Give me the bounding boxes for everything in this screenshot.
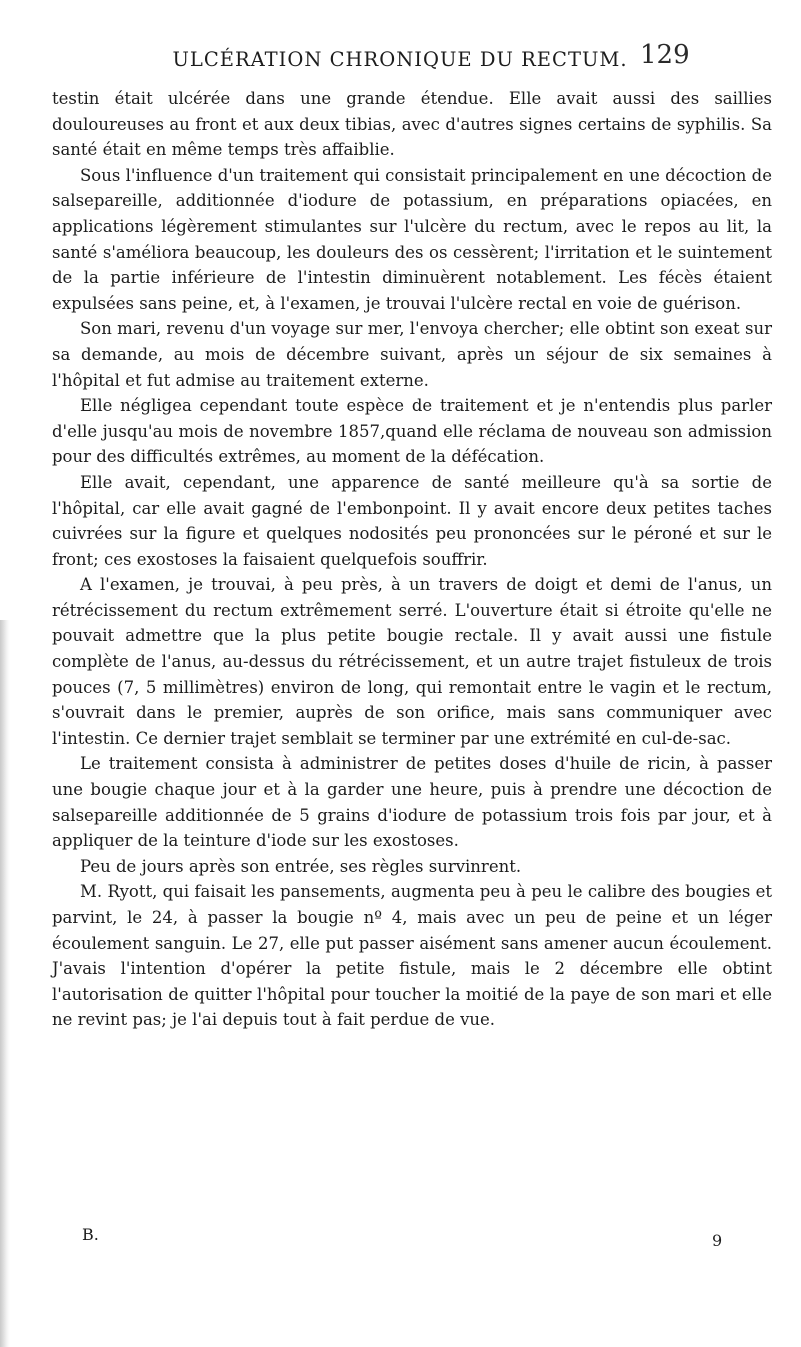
paragraph-5: Elle avait, cependant, une apparence de santé meilleure qu'à sa sortie de l'hôpital, car elle avait gagné de l'embonpoint. Il y avait encore deux petites taches cuivrées sur la figure et quelques nodosités peu prononcées sur le péroné et sur le front; ces exostoses la faisaient quelquefois souffrir. [52,472,772,569]
page-footer [0,1225,801,1251]
paragraph-7: Le traitement consista à administrer de petites doses d'huile de ricin, à passer une bougie chaque jour et à la garder une heure, puis à prendre une décoction de salsepareille additionnée de 5 grains d'iodure de potassium trois fois par jour, et à appliquer de la teinture d'iode sur les exostoses. [52,754,772,851]
signature-mark: B. [82,1225,99,1244]
running-head: ULCÉRATION CHRONIQUE DU RECTUM. [172,48,628,71]
body-text [52,86,772,1033]
paragraph-9: M. Ryott, qui faisait les pansements, augmenta peu à peu le calibre des bougies et parvint, le 24, à passer la bougie nº 4, mais avec un peu de peine et un léger écoulement sanguin. Le 27, elle put passer aisément sans amener aucun écoulement. J'avais l'intention d'opérer la petite fistule, mais le 2 décembre elle obtint l'autorisation de quitter l'hôpital pour toucher la moitié de la paye de son mari et elle ne revint pas; je l'ai depuis tout à fait perdue de vue. [52,882,772,1030]
paragraph-6: A l'examen, je trouvai, à peu près, à un travers de doigt et demi de l'anus, un rétrécissement du rectum extrêmement serré. L'ouverture était si étroite qu'elle ne pouvait admettre que la plus petite bougie rectale. Il y avait aussi une fistule complète de l'anus, au-dessus du rétrécissement, et un autre trajet fistuleux de trois pouces (7, 5 millimètres) environ de long, qui remontait entre le vagin et le rectum, s'ouvrait dans le premier, auprès de son orifice, mais sans communiquer avec l'intestin. Ce dernier trajet semblait se terminer par une extrémité en cul-de-sac. [52,575,772,748]
paragraph-1: testin était ulcérée dans une grande étendue. Elle avait aussi des saillies douloureuses au front et aux deux tibias, avec d'autres signes certains de syphilis. Sa santé était en même temps très affaiblie. [52,89,772,160]
paragraph-3: Son mari, revenu d'un voyage sur mer, l'envoya chercher; elle obtint son exeat sur sa demande, au mois de décembre suivant, après un séjour de six semaines à l'hôpital et fut admise au traitement externe. [52,319,772,390]
paragraph-8: Peu de jours après son entrée, ses règles survinrent. [80,856,522,876]
paragraph-4: Elle négligea cependant toute espèce de traitement et je n'entendis plus parler d'elle jusqu'au mois de novembre 1857,quand elle réclama de nouveau son admission pour des difficultés extrêmes, au moment de la défécation. [52,396,772,467]
sheet-number: 9 [712,1231,723,1250]
paragraph-2: Sous l'influence d'un traitement qui consistait principalement en une décoction de salsepareille, additionnée d'iodure de potassium, en préparations opiacées, en applications légèrement stimulantes sur l'ulcère du rectum, avec le repos au lit, la santé s'améliora beaucoup, les douleurs des os cessèrent; l'irritation et le suintement de la partie inférieure de l'intestin diminuèrent notablement. Les fécès étaient expulsées sans peine, et, à l'examen, je trouvai l'ulcère rectal en voie de guérison. [52,165,772,313]
page-number: 129 [640,40,690,70]
